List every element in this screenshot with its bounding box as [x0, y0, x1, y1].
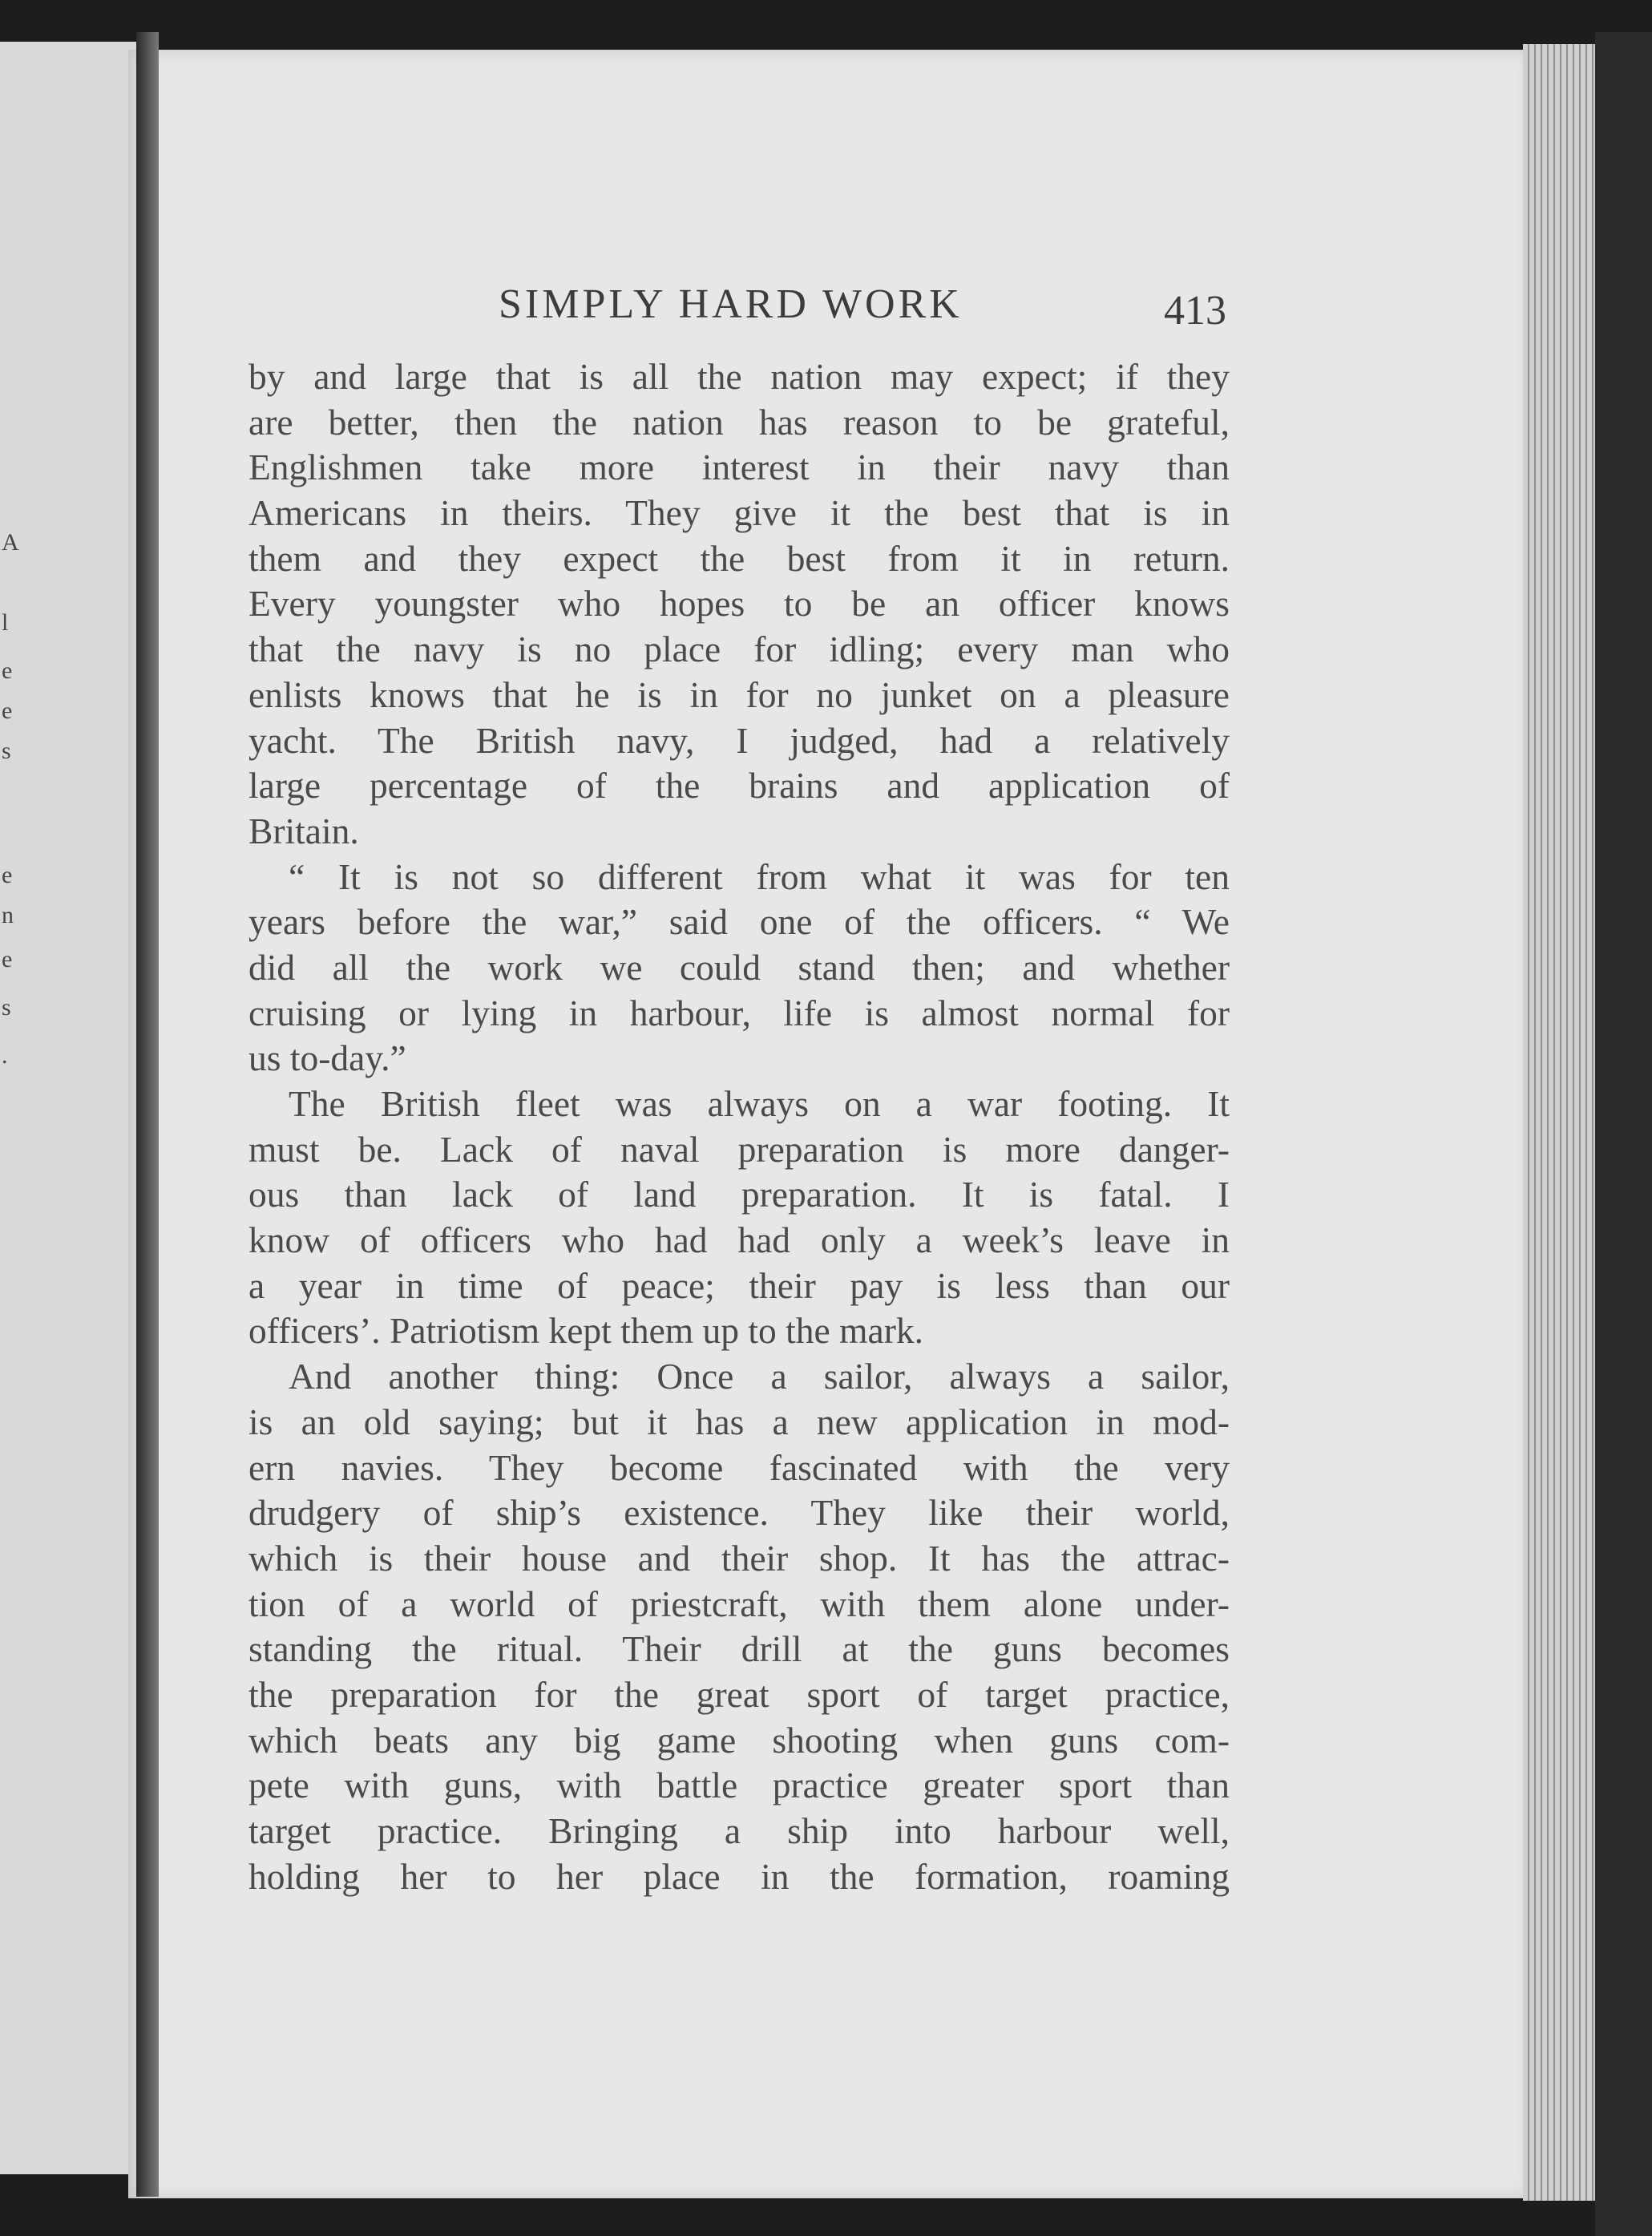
text-line: know of officers who had had only a week’s leave in — [248, 1219, 1230, 1261]
text-line: standing the ritual. Their drill at the guns becomes — [248, 1628, 1230, 1670]
book-page — [128, 50, 1523, 2198]
text-line: Britain. — [248, 810, 359, 851]
text-line: enlists knows that he is in for no junket on a pleasure — [248, 673, 1230, 715]
page-stack-edges — [1523, 44, 1595, 2201]
edge-letter: s — [2, 738, 11, 764]
text-line: Every youngster who hopes to be an officer knows — [248, 583, 1230, 625]
text-line: by and large that is all the nation may expect; if they — [248, 356, 1230, 397]
page-number: 413 — [1164, 288, 1226, 334]
text-line: us to-day.” — [248, 1037, 406, 1079]
text-line: a year in time of peace; their pay is less than our — [248, 1264, 1230, 1306]
text-line: Americans in theirs. They give it the best that is in — [248, 492, 1230, 534]
text-line: drudgery of ship’s existence. They like their world, — [248, 1492, 1230, 1534]
text-line: Englishmen take more interest in their navy than — [248, 447, 1230, 488]
text-line: “ It is not so different from what it was for ten — [289, 855, 1230, 897]
previous-page-edge — [0, 42, 139, 2174]
text-line: pete with guns, with battle practice greater sport than — [248, 1765, 1230, 1806]
text-line: large percentage of the brains and application of — [248, 765, 1230, 807]
edge-letter: A — [2, 529, 19, 556]
text-line: And another thing: Once a sailor, always a sailor, — [289, 1356, 1230, 1397]
text-line: ern navies. They become fascinated with the very — [248, 1446, 1230, 1488]
text-line: which beats any big game shooting when guns com- — [248, 1719, 1230, 1761]
page-header — [128, 234, 1523, 334]
background-right — [1595, 32, 1652, 2236]
text-line: did all the work we could stand then; and whether — [248, 946, 1230, 988]
text-line: officers’. Patriotism kept them up to the mark. — [248, 1310, 923, 1352]
edge-letter: e — [2, 946, 13, 972]
previous-page-letters — [0, 42, 19, 2174]
text-line: them and they expect the best from it in return. — [248, 537, 1230, 579]
text-line: must be. Lack of naval preparation is more danger- — [248, 1128, 1230, 1170]
text-line: target practice. Bringing a ship into harbour well, — [248, 1810, 1230, 1851]
text-line: is an old saying; but it has a new application in mod- — [248, 1401, 1230, 1442]
text-line: which is their house and their shop. It has the attrac- — [248, 1537, 1230, 1579]
text-line: cruising or lying in harbour, life is almost normal for — [248, 992, 1230, 1033]
edge-letter: s — [2, 994, 11, 1021]
edge-letter: e — [2, 697, 13, 724]
edge-letter: e — [2, 657, 13, 684]
text-line: years before the war,” said one of the officers. “ We — [248, 901, 1230, 943]
text-line: that the navy is no place for idling; every man who — [248, 629, 1230, 670]
text-line: yacht. The British navy, I judged, had a relatively — [248, 719, 1230, 761]
text-line: are better, then the nation has reason to be grateful, — [248, 401, 1230, 443]
text-line: the preparation for the great sport of target practice, — [248, 1673, 1230, 1715]
text-line: holding her to her place in the formation, roaming — [248, 1855, 1230, 1897]
text-line: tion of a world of priestcraft, with them alone under- — [248, 1583, 1230, 1624]
edge-letter: e — [2, 862, 13, 888]
text-line: ous than lack of land preparation. It is fatal. I — [248, 1174, 1230, 1215]
edge-letter: n — [2, 902, 14, 928]
body-text — [248, 354, 1230, 1899]
edge-letter: l — [2, 609, 9, 636]
text-line: The British fleet was always on a war footing. It — [289, 1083, 1230, 1124]
book-gutter — [136, 32, 159, 2197]
running-head: SIMPLY HARD WORK — [499, 281, 963, 327]
edge-letter: . — [2, 1042, 8, 1069]
